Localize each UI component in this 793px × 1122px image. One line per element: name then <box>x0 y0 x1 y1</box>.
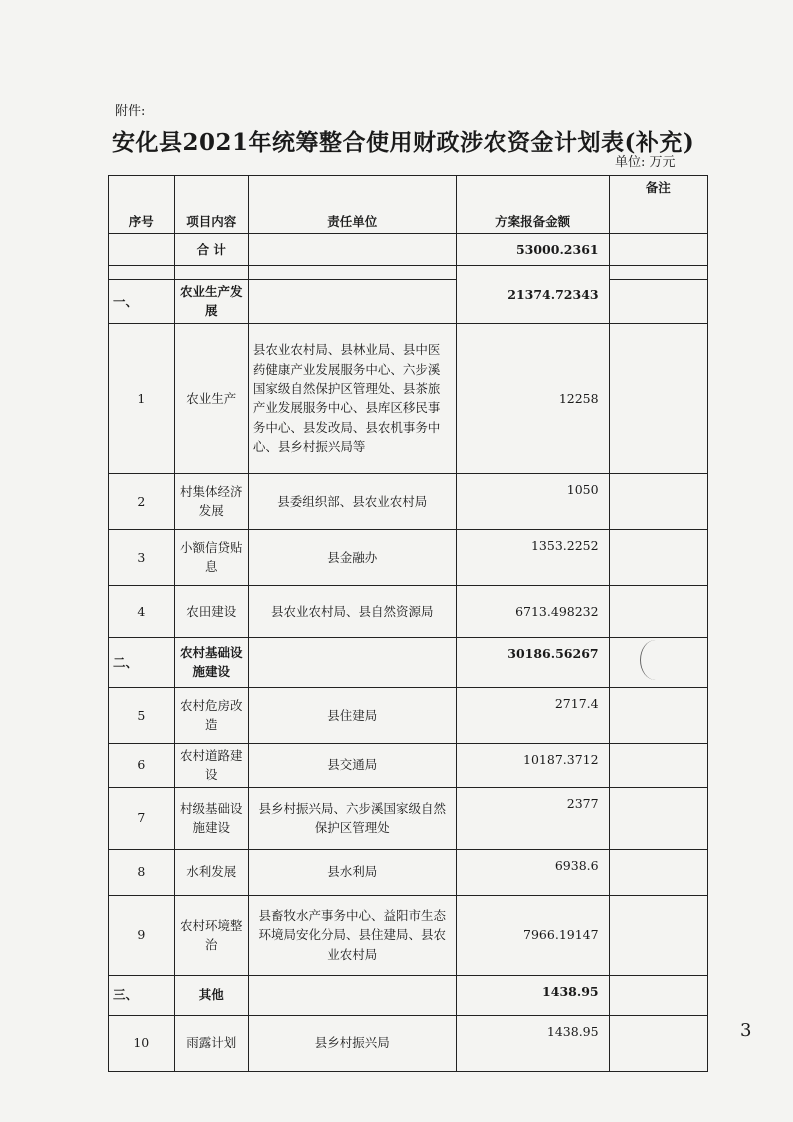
section-row <box>109 975 708 1015</box>
document-title: 安化县2021年统筹整合使用财政涉农资金计划表(补充) <box>112 129 695 156</box>
section-row <box>109 637 708 687</box>
row-no: 8 <box>109 849 175 895</box>
row-no: 3 <box>109 529 175 585</box>
row-item: 小额信贷贴息 <box>174 529 248 585</box>
row-item: 农田建设 <box>174 585 248 637</box>
row-note <box>609 1015 707 1071</box>
row-note <box>609 849 707 895</box>
row-unit: 县水利局 <box>248 849 456 895</box>
header-note: 备注 <box>609 176 707 234</box>
row-amount: 6938.6 <box>456 849 609 895</box>
row-amount: 10187.3712 <box>456 743 609 787</box>
table-row <box>109 473 708 529</box>
header-no: 序号 <box>109 176 175 234</box>
section-2-name: 农村基础设施建设 <box>174 637 248 687</box>
row-note <box>609 787 707 849</box>
spacer-row <box>109 266 708 280</box>
row-amount: 1050 <box>456 473 609 529</box>
row-amount: 7966.19147 <box>456 895 609 975</box>
row-unit: 县乡村振兴局 <box>248 1015 456 1071</box>
table-row <box>109 787 708 849</box>
row-unit: 县农业农村局、县自然资源局 <box>248 585 456 637</box>
row-unit: 县乡村振兴局、六步溪国家级自然保护区管理处 <box>248 787 456 849</box>
row-unit: 县农业农村局、县林业局、县中医药健康产业发展服务中心、六步溪国家级自然保护区管理处、县茶旅产业发展服务中心、县库区移民事务中心、县发改局、县农机事务中心、县乡村振兴局等 <box>248 323 456 473</box>
row-item: 村级基础设施建设 <box>174 787 248 849</box>
row-item: 农村环境整治 <box>174 895 248 975</box>
section-1-name: 农业生产发展 <box>174 280 248 324</box>
section-3-name: 其他 <box>174 975 248 1015</box>
section-3-amount: 1438.95 <box>456 975 609 1015</box>
row-item: 农村道路建设 <box>174 743 248 787</box>
row-unit: 县金融办 <box>248 529 456 585</box>
fund-plan-table <box>108 175 708 1072</box>
row-amount: 2717.4 <box>456 687 609 743</box>
table-header-row <box>109 176 708 234</box>
header-amount: 方案报备金额 <box>456 176 609 234</box>
table-row <box>109 743 708 787</box>
row-unit: 县委组织部、县农业农村局 <box>248 473 456 529</box>
row-note <box>609 323 707 473</box>
section-1-no: 一、 <box>109 280 175 324</box>
section-row <box>109 280 708 324</box>
row-no: 6 <box>109 743 175 787</box>
row-no: 9 <box>109 895 175 975</box>
table-row <box>109 687 708 743</box>
row-amount: 2377 <box>456 787 609 849</box>
row-item: 农村危房改造 <box>174 687 248 743</box>
header-unit: 责任单位 <box>248 176 456 234</box>
unit-label: 单位: 万元 <box>615 155 676 170</box>
row-no: 2 <box>109 473 175 529</box>
table-row <box>109 895 708 975</box>
row-note <box>609 687 707 743</box>
row-note <box>609 895 707 975</box>
table-row <box>109 529 708 585</box>
section-3-no: 三、 <box>109 975 175 1015</box>
table-row <box>109 585 708 637</box>
total-label: 合 计 <box>174 234 248 266</box>
row-amount: 1438.95 <box>456 1015 609 1071</box>
row-note <box>609 585 707 637</box>
row-amount: 1353.2252 <box>456 529 609 585</box>
row-no: 1 <box>109 323 175 473</box>
row-no: 5 <box>109 687 175 743</box>
section-2-amount: 30186.56267 <box>456 637 609 687</box>
row-amount: 12258 <box>456 323 609 473</box>
row-unit: 县住建局 <box>248 687 456 743</box>
total-row <box>109 234 708 266</box>
row-note <box>609 529 707 585</box>
table-row <box>109 1015 708 1071</box>
section-1-amount: 21374.72343 <box>456 266 609 324</box>
table-row <box>109 323 708 473</box>
row-item: 水利发展 <box>174 849 248 895</box>
row-no: 4 <box>109 585 175 637</box>
table-row <box>109 849 708 895</box>
row-item: 农业生产 <box>174 323 248 473</box>
row-unit: 县畜牧水产事务中心、益阳市生态环境局安化分局、县住建局、县农业农村局 <box>248 895 456 975</box>
section-2-no: 二、 <box>109 637 175 687</box>
row-no: 10 <box>109 1015 175 1071</box>
row-note <box>609 743 707 787</box>
row-item: 村集体经济发展 <box>174 473 248 529</box>
attachment-label: 附件: <box>115 104 146 119</box>
row-unit: 县交通局 <box>248 743 456 787</box>
row-note <box>609 473 707 529</box>
pen-mark <box>640 640 671 680</box>
row-amount: 6713.498232 <box>456 585 609 637</box>
total-amount: 53000.2361 <box>456 234 609 266</box>
row-item: 雨露计划 <box>174 1015 248 1071</box>
row-no: 7 <box>109 787 175 849</box>
page-number: 3 <box>740 1020 752 1041</box>
header-item: 项目内容 <box>174 176 248 234</box>
